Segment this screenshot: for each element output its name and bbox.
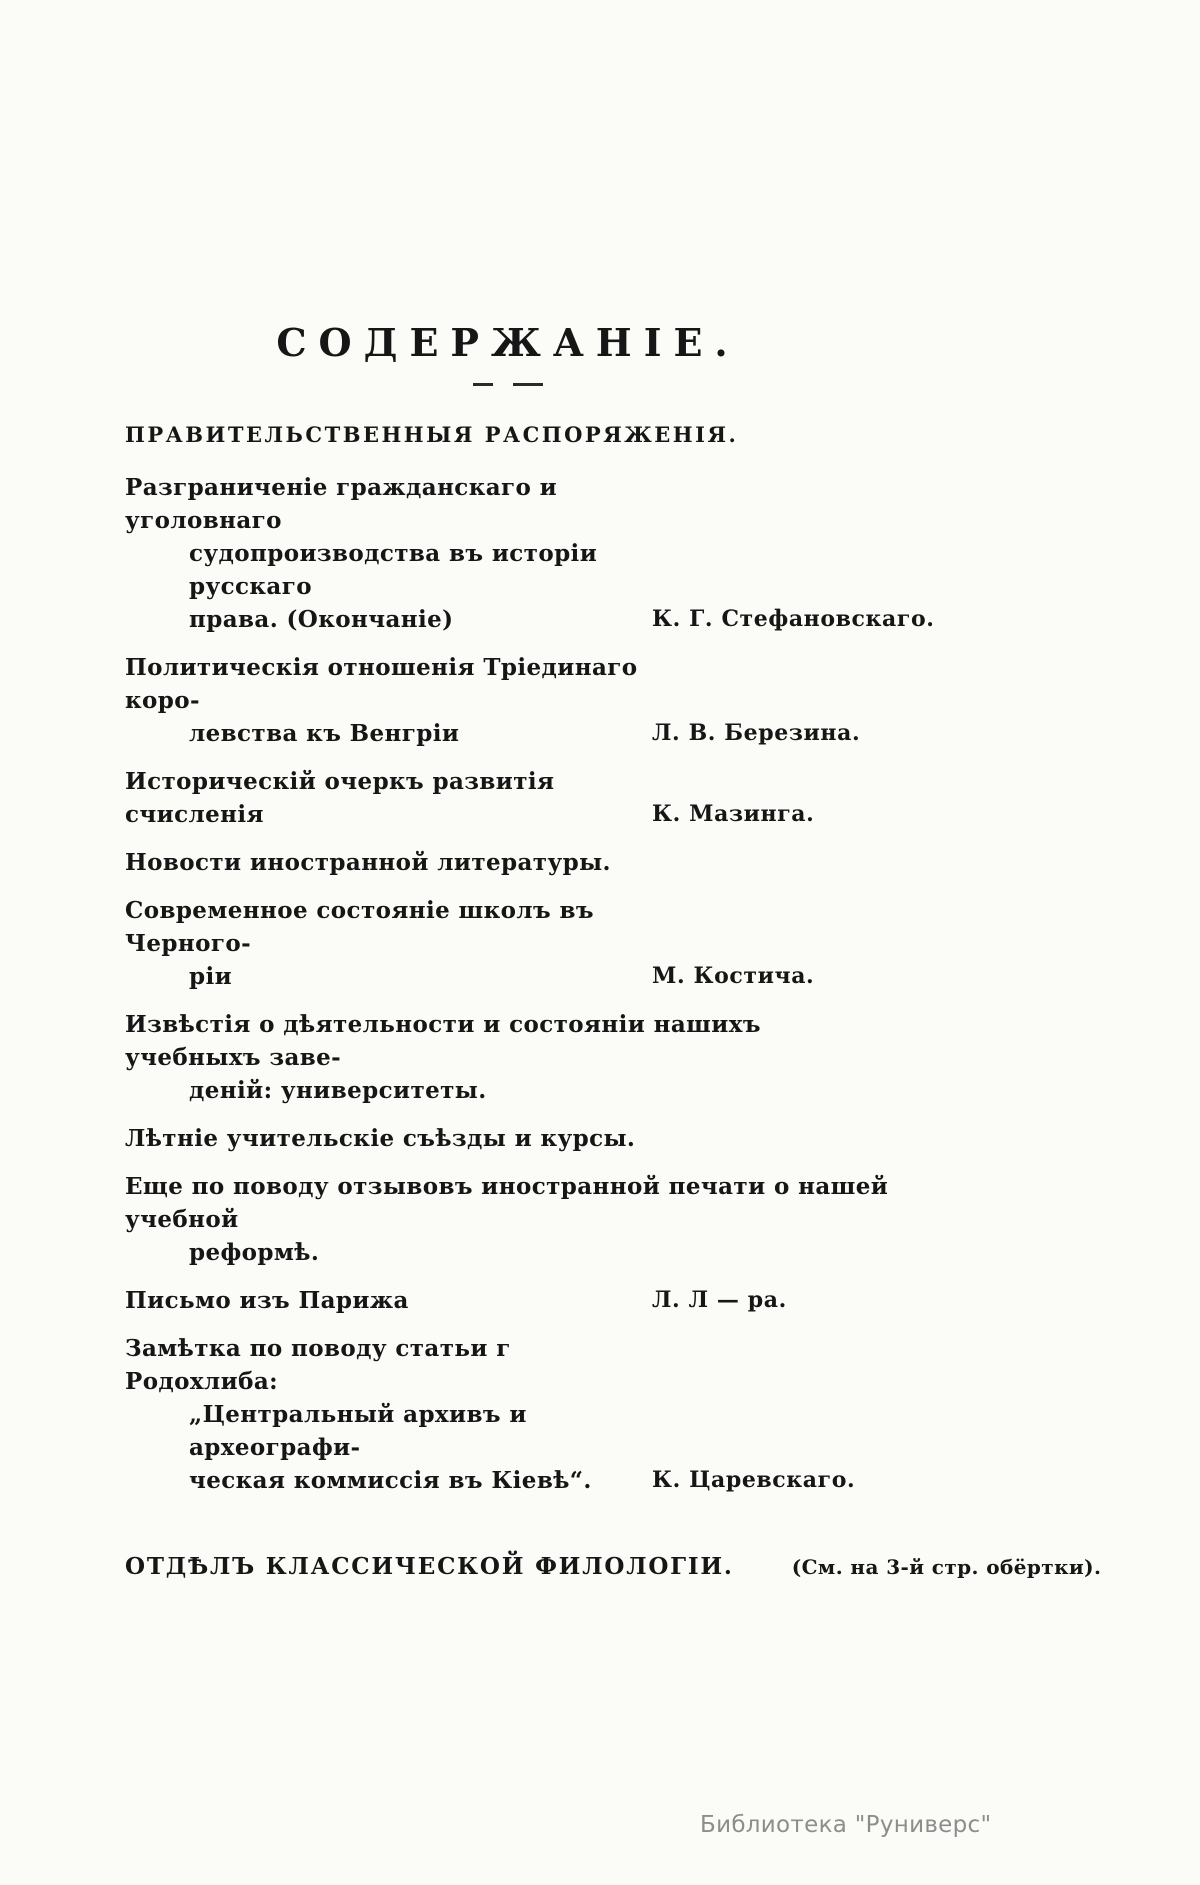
entry-text — [125, 1170, 891, 1269]
entry-text — [125, 894, 652, 993]
toc-entry — [125, 846, 891, 879]
entry-line: Современное состояніе школъ въ Черного- — [125, 897, 594, 957]
entry-line: Историческій очеркъ развитія счисленія — [125, 768, 555, 828]
entry-line: Извѣстія о дѣятельности и состояніи нашихъ учебныхъ заве- — [125, 1011, 761, 1071]
classics-section-note: (См. на 3-й стр. обёртки). — [791, 1555, 1102, 1579]
toc-entries — [125, 471, 935, 1497]
entry-author: К. Г. Стефановскаго. — [652, 606, 935, 632]
entry-text — [125, 1008, 891, 1107]
section-header: ПРАВИТЕЛЬСТВЕННЫЯ РАСПОРЯЖЕНІЯ. — [125, 422, 739, 447]
entry-text — [125, 765, 652, 831]
toc-entry — [125, 651, 891, 750]
entry-author: К. Мазинга. — [652, 801, 815, 827]
entry-line: Новости иностранной литературы. — [125, 849, 611, 876]
page-title: СОДЕРЖАНІЕ. — [276, 320, 740, 365]
entry-line: Письмо изъ Парижа — [125, 1287, 409, 1314]
library-watermark: Библиотека "Руниверс" — [700, 1812, 992, 1838]
entry-line: ческая коммиссія въ Кіевѣ“. — [189, 1467, 592, 1494]
entry-text — [125, 1122, 652, 1155]
toc-entry — [125, 1332, 891, 1497]
entry-line: „Центральный архивъ и археографи- — [189, 1401, 527, 1461]
entry-line: ріи — [189, 963, 233, 990]
entry-text — [125, 651, 652, 750]
entry-author: Л. Л — ра. — [652, 1287, 787, 1313]
toc-entry — [125, 894, 891, 993]
divider-bar — [473, 383, 493, 386]
divider-bar — [513, 383, 543, 386]
title-divider — [473, 383, 543, 386]
toc-entry — [125, 1170, 891, 1269]
classics-section — [125, 1553, 1102, 1580]
entry-text — [125, 846, 652, 879]
entry-text — [125, 1284, 652, 1317]
toc-entry — [125, 1122, 891, 1155]
entry-line: деній: университеты. — [189, 1077, 487, 1104]
toc-content — [125, 0, 1102, 1580]
entry-line: Разграниченіе гражданскаго и уголовнаго — [125, 474, 558, 534]
entry-text — [125, 1332, 652, 1497]
toc-entry — [125, 1284, 891, 1317]
entry-author: К. Царевскаго. — [652, 1467, 856, 1493]
entry-line: судопроизводства въ исторіи русскаго — [189, 540, 598, 600]
entry-line: Замѣтка по поводу статьи г Родохлиба: — [125, 1335, 511, 1395]
toc-entry — [125, 765, 891, 831]
toc-entry — [125, 1008, 891, 1107]
entry-line: Еще по поводу отзывовъ иностранной печати о нашей учебной — [125, 1173, 889, 1233]
entry-author: М. Костича. — [652, 963, 815, 989]
entry-line: левства къ Венгріи — [189, 720, 460, 747]
entry-line: права. (Окончаніе) — [189, 606, 454, 633]
entry-line: Политическія отношенія Тріединаго коро- — [125, 654, 638, 714]
classics-section-title: ОТДѢЛЪ КЛАССИЧЕСКОЙ ФИЛОЛОГІИ. — [125, 1553, 734, 1580]
toc-entry — [125, 471, 935, 636]
entry-text — [125, 471, 652, 636]
entry-line: реформѣ. — [189, 1239, 320, 1266]
entry-author: Л. В. Березина. — [652, 720, 861, 746]
entry-line: Лѣтніе учительскіе съѣзды и курсы. — [125, 1125, 636, 1152]
